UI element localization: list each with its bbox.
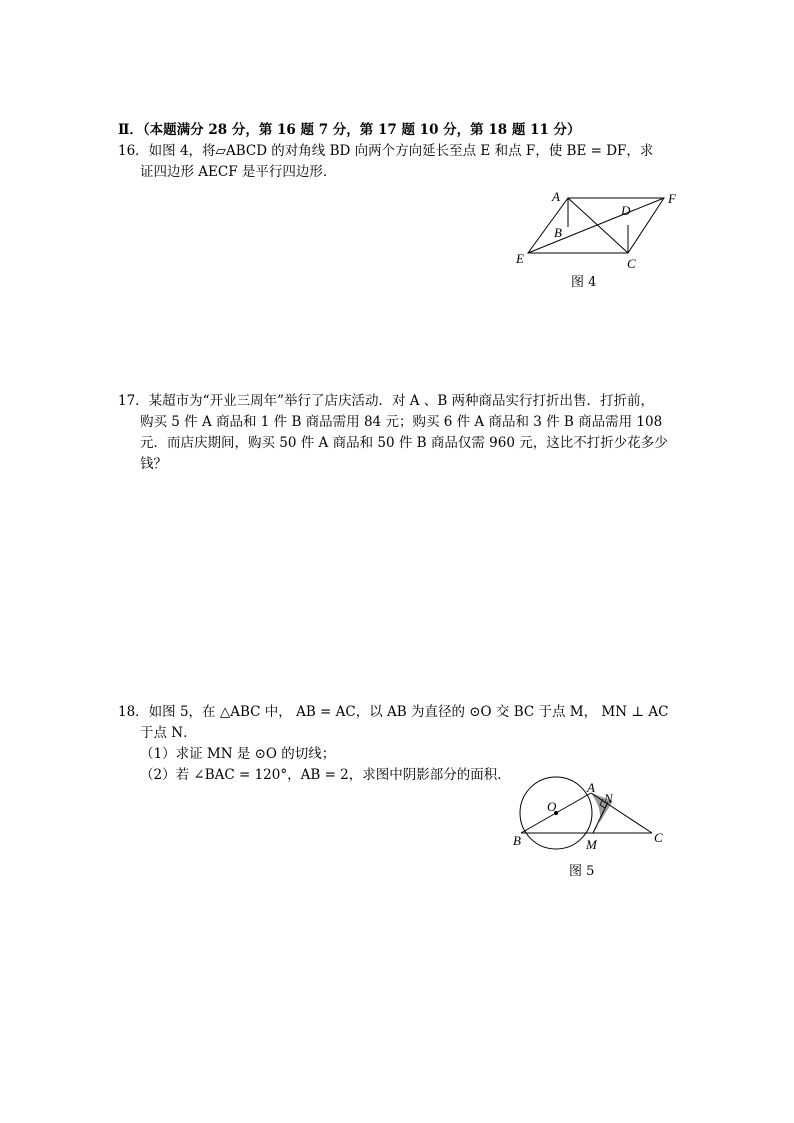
q16-line-2: 证四边形 AECF 是平行四边形． <box>140 164 337 180</box>
figure-5-caption: 图 5 <box>569 864 595 879</box>
fig4-label-d: D <box>621 203 631 218</box>
fig5-label-m: M <box>586 837 597 852</box>
q18-part-2: （2）若 ∠BAC = 120°，AB = 2，求图中阴影部分的面积． <box>140 767 511 783</box>
figure-5-circle-triangle <box>505 775 680 860</box>
fig4-label-c: C <box>627 256 636 271</box>
q16-line-1: 16．如图 4，将▱ABCD 的对角线 BD 向两个方向延长至点 E 和点 F，使 BE = DF，求 <box>118 143 654 159</box>
fig5-label-a: A <box>587 780 595 795</box>
q18-line-2: 于点 N． <box>140 725 197 741</box>
section-header: Ⅱ．（本题满分 28 分，第 16 题 7 分，第 17 题 10 分，第 18 题 11 分） <box>118 122 581 138</box>
fig4-label-b: B <box>554 225 562 240</box>
fig5-label-c: C <box>654 830 663 845</box>
fig4-label-a: A <box>552 189 560 204</box>
figure-4-parallelogram <box>500 185 700 275</box>
q18-part-1: （1）求证 MN 是 ⊙O 的切线； <box>140 746 336 762</box>
fig4-label-e: E <box>516 251 524 266</box>
q17-line-3: 元．而店庆期间，购买 50 件 A 商品和 50 件 B 商品仅需 960 元，这比不打折少花多少 <box>140 435 668 451</box>
fig4-label-f: F <box>668 191 676 206</box>
q17-line-4: 钱？ <box>140 456 167 472</box>
fig5-label-b: B <box>513 833 521 848</box>
fig5-label-o: O <box>547 799 557 814</box>
q17-line-1: 17．某超市为“开业三周年”举行了店庆活动．对 A 、B 两种商品实行打折出售．打折前， <box>118 393 655 409</box>
q18-line-1: 18．如图 5，在 △ABC 中， AB = AC，以 AB 为直径的 ⊙O 交 BC 于点 M， MN ⊥ AC <box>118 704 669 720</box>
q17-line-2: 购买 5 件 A 商品和 1 件 B 商品需用 84 元；购买 6 件 A 商品和 3 件 B 商品需用 108 <box>140 414 663 430</box>
figure-4-caption: 图 4 <box>571 275 597 290</box>
fig5-label-n: N <box>604 791 613 806</box>
